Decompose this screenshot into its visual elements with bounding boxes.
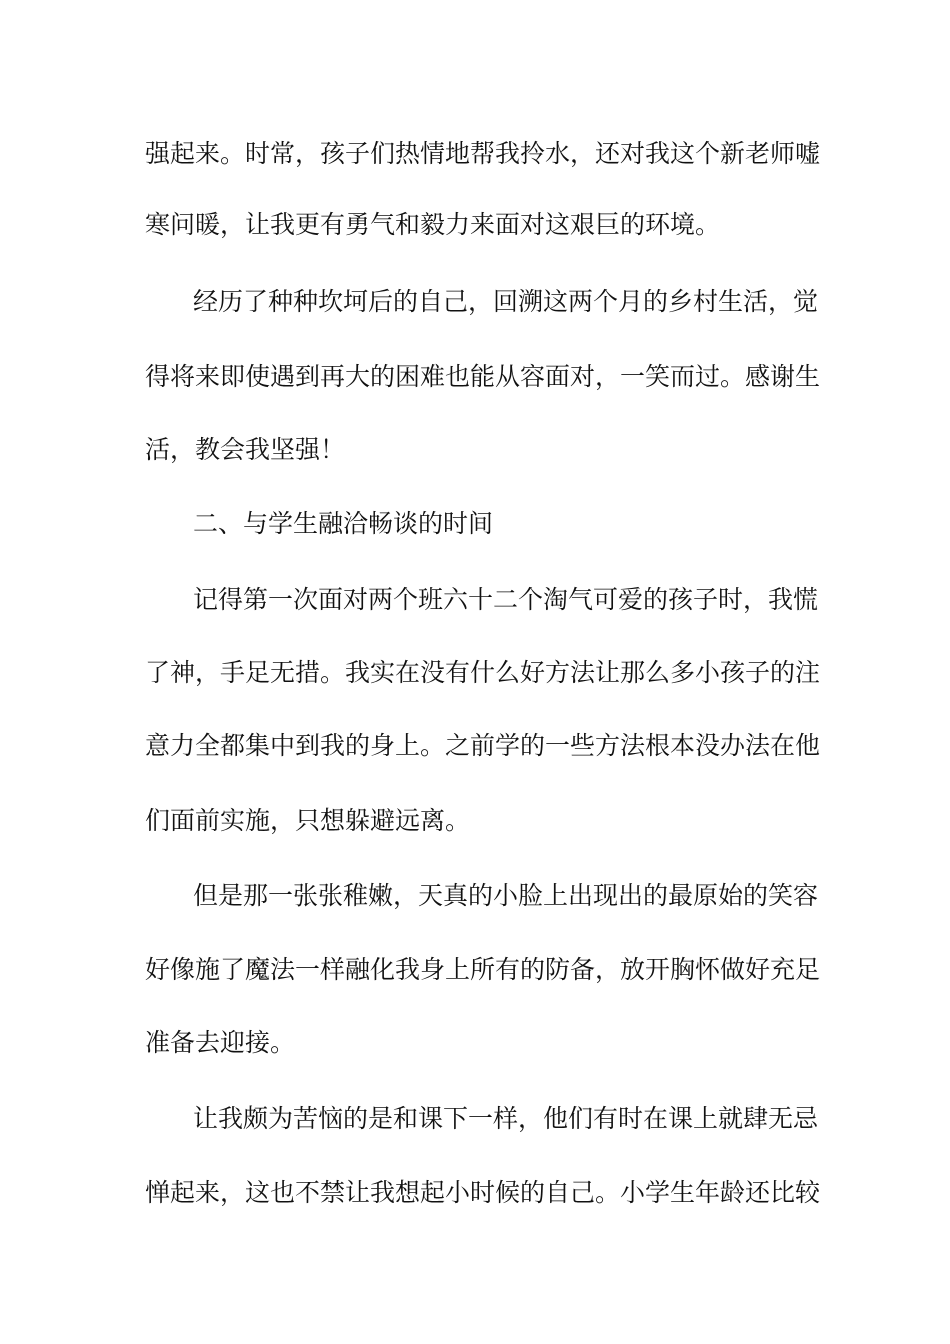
text-line: 寒问暖，让我更有勇气和毅力来面对这艰巨的环境。	[145, 210, 721, 239]
text-line: 了神，手足无措。我实在没有什么好方法让那么多小孩子的注	[145, 658, 821, 687]
text-line: 让我颇为苦恼的是和课下一样，他们有时在课上就肆无忌	[193, 1104, 819, 1133]
text-line: 活，教会我坚强！	[145, 435, 346, 464]
text-line: 得将来即使遇到再大的困难也能从容面对，一笑而过。感谢生	[145, 362, 821, 391]
text-line: 记得第一次面对两个班六十二个淘气可爱的孩子时，我慌	[193, 585, 819, 614]
section-heading: 二、与学生融洽畅谈的时间	[193, 509, 494, 538]
text-line: 意力全都集中到我的身上。之前学的一些方法根本没办法在他	[145, 731, 821, 760]
text-line: 们面前实施，只想躲避远离。	[145, 806, 471, 835]
text-line: 但是那一张张稚嫩，天真的小脸上出现出的最原始的笑容	[193, 881, 819, 910]
text-line: 强起来。时常，孩子们热情地帮我拎水，还对我这个新老师嘘	[145, 139, 821, 168]
text-line: 好像施了魔法一样融化我身上所有的防备，放开胸怀做好充足	[145, 955, 821, 984]
text-line: 准备去迎接。	[145, 1028, 296, 1057]
text-line: 惮起来，这也不禁让我想起小时候的自己。小学生年龄还比较	[145, 1178, 821, 1207]
text-line: 经历了种种坎坷后的自己，回溯这两个月的乡村生活，觉	[193, 287, 819, 316]
